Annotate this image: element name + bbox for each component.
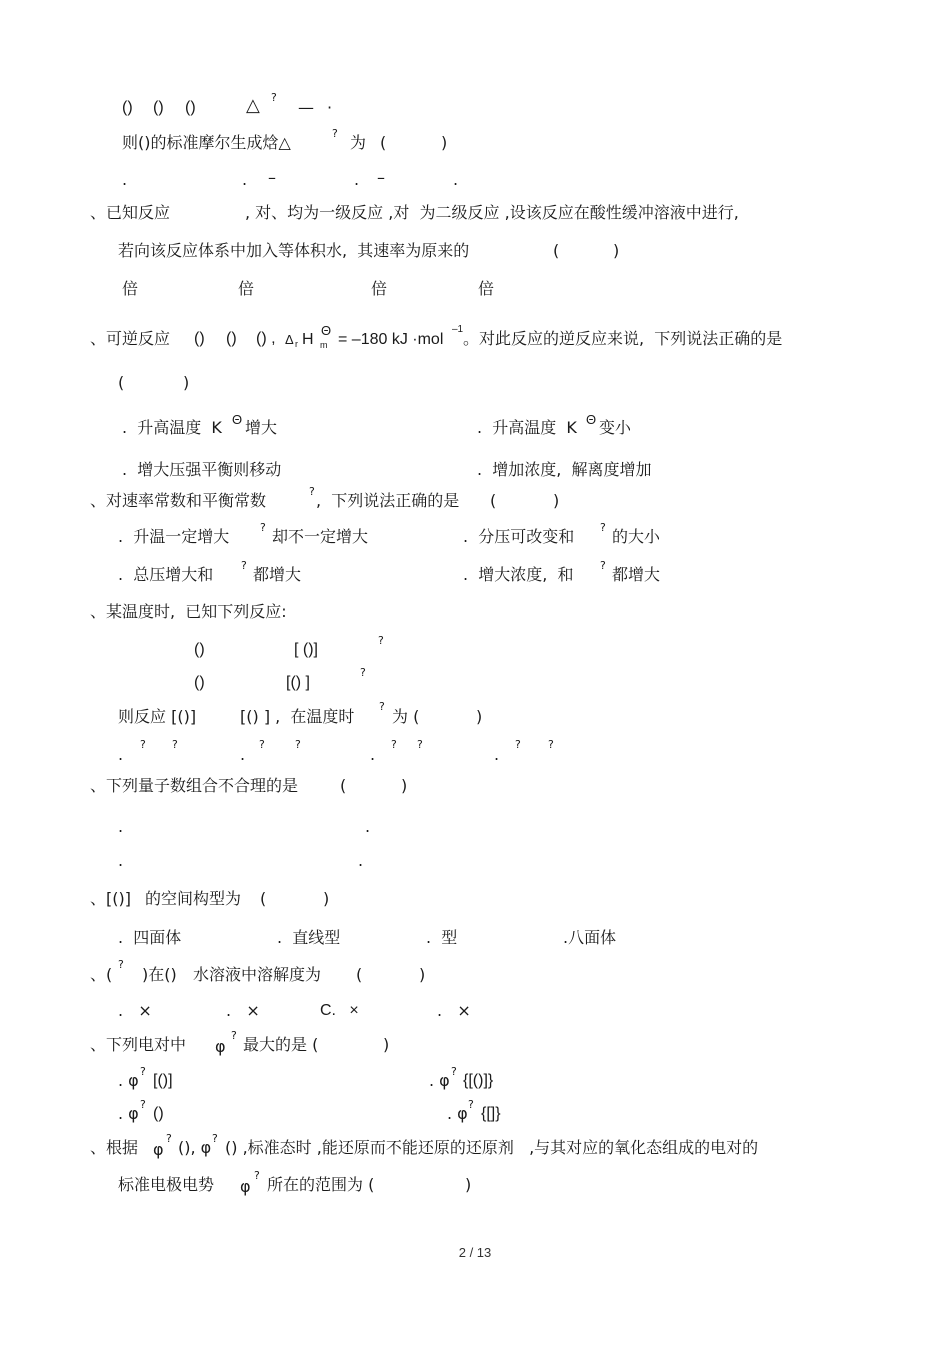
superscript: ? (600, 559, 606, 572)
option-text: . 升温一定增大 (118, 527, 230, 546)
text-fragment: — (298, 98, 314, 117)
text-fragment: [()] (153, 1072, 173, 1089)
text-fragment: ( (380, 133, 387, 152)
option-text: 却不一定增大 (272, 527, 369, 546)
text-fragment: ) (613, 241, 620, 260)
option-text: . φ (118, 1071, 139, 1090)
option-text: . 增大浓度, 和 (463, 565, 574, 584)
question-text: 、下列电对中 (90, 1035, 187, 1054)
superscript: ? (140, 738, 146, 751)
superscript: ? (172, 738, 178, 751)
superscript: ? (241, 559, 247, 572)
theta-superscript: Θ (586, 412, 597, 427)
question-text: 为 ( (392, 707, 420, 726)
question-text: 、[()] (90, 889, 131, 908)
text-fragment: () (185, 99, 196, 116)
text-fragment: ) (383, 1035, 390, 1054)
question-text: 。对此反应的逆反应来说, 下列说法正确的是 (463, 329, 783, 348)
option-marker: . (354, 170, 360, 189)
text-fragment: () (153, 1105, 164, 1122)
option-text: 倍 (371, 279, 388, 298)
option-text: . × (226, 1001, 260, 1020)
question-text: )在() (142, 965, 177, 984)
question-text: 水溶液中溶解度为 (193, 965, 322, 984)
option-text: . 总压增大和 (118, 565, 214, 584)
option-text: . 型 (426, 928, 458, 947)
option-marker: . (118, 817, 124, 836)
superscript: ? (212, 1132, 218, 1145)
text-fragment: () (194, 641, 205, 658)
option-text: 倍 (238, 279, 255, 298)
superscript: ? (391, 738, 397, 751)
option-marker: . (358, 851, 364, 870)
text-fragment: ) (183, 373, 190, 392)
option-text: . 直线型 (277, 928, 341, 947)
option-text: . φ (447, 1104, 468, 1123)
text-fragment: () (194, 330, 205, 347)
question-text: 、( (90, 965, 113, 984)
question-text: 、已知反应 (90, 203, 171, 222)
option-marker: . (242, 170, 248, 189)
question-text: 、某温度时, 已知下列反应: (90, 602, 287, 621)
text-fragment: ( (490, 491, 497, 510)
question-text: 、对速率常数和平衡常数 (90, 491, 267, 510)
question-text: (), φ (178, 1138, 212, 1157)
text-fragment: () (153, 99, 164, 116)
option-text: 倍 (478, 279, 495, 298)
question-text: 标准电极电势 (118, 1175, 215, 1194)
text-fragment: = –180 kJ ·mol (338, 331, 444, 348)
option-marker: . (370, 745, 376, 764)
option-text: . φ (118, 1104, 139, 1123)
phi-symbol: φ (153, 1140, 164, 1159)
text-fragment: [ ()] (294, 641, 318, 658)
subscript: r (295, 339, 298, 349)
option-text: 的大小 (612, 527, 661, 546)
text-fragment: () , (256, 330, 276, 347)
option-marker: . (118, 745, 124, 764)
superscript: ? (118, 958, 124, 971)
option-text: 倍 (122, 279, 139, 298)
superscript: ? (417, 738, 423, 751)
text-fragment: {[]} (481, 1105, 501, 1122)
question-text: 的空间构型为 (145, 889, 242, 908)
text-fragment: ( (260, 889, 267, 908)
option-text: . 四面体 (118, 928, 182, 947)
delta-symbol: △ (246, 95, 260, 116)
option-marker: . (240, 745, 246, 764)
question-text: 、下列量子数组合不合理的是 (90, 776, 299, 795)
superscript: ? (166, 1132, 172, 1145)
text-fragment: 为 (350, 133, 367, 152)
superscript: ? (140, 1098, 146, 1111)
text-fragment: ) (323, 889, 330, 908)
option-marker: . (122, 170, 128, 189)
superscript: ? (332, 127, 338, 140)
superscript: ? (254, 1169, 260, 1182)
phi-symbol: φ (240, 1177, 251, 1196)
option-text: .八面体 (563, 928, 617, 947)
theta-superscript: Θ (232, 412, 243, 427)
superscript: ? (260, 521, 266, 534)
phi-symbol: φ (215, 1037, 226, 1056)
option-text: 增大 (245, 418, 278, 437)
superscript: ? (468, 1098, 474, 1111)
text-fragment: {[()]} (463, 1072, 494, 1089)
option-text: C. × (320, 1002, 359, 1019)
option-marker: . (118, 851, 124, 870)
question-text: 、根据 (90, 1138, 139, 1157)
option-text: . × (118, 1001, 152, 1020)
superscript: ? (378, 634, 384, 647)
subscript: m (320, 340, 328, 350)
superscript: ? (231, 1029, 237, 1042)
superscript: ? (600, 521, 606, 534)
text-fragment: – (377, 168, 385, 187)
question-text: [() ] , 在温度时 (240, 707, 355, 726)
superscript: ? (360, 666, 366, 679)
theta-superscript: Θ (321, 323, 332, 338)
question-text: 所在的范围为 ( (267, 1175, 375, 1194)
text-fragment: ) (553, 491, 560, 510)
text-fragment: ( (118, 373, 125, 392)
question-text: , 下列说法正确的是 (316, 491, 460, 510)
text-fragment: ) (465, 1175, 472, 1194)
option-text: . 分压可改变和 (463, 527, 575, 546)
option-text: 都增大 (253, 565, 302, 584)
text-fragment: ) (476, 707, 483, 726)
superscript: ? (295, 738, 301, 751)
option-text: 变小 (599, 418, 632, 437)
text-fragment: – (268, 168, 276, 187)
superscript: ? (259, 738, 265, 751)
option-text: . 增加浓度, 解离度增加 (477, 460, 652, 479)
option-text: 都增大 (612, 565, 661, 584)
text-fragment: ( (340, 776, 347, 795)
option-marker: . (494, 745, 500, 764)
text-fragment: ( (356, 965, 363, 984)
text-fragment: 则()的标准摩尔生成焓△ (122, 133, 291, 152)
superscript: ? (451, 1065, 457, 1078)
text-fragment: · (327, 98, 333, 117)
page-number: 2 / 13 (458, 1245, 492, 1260)
text-fragment: [() ] (286, 674, 310, 691)
text-fragment: ( (553, 241, 560, 260)
text-fragment: ) (419, 965, 426, 984)
superscript: ? (309, 485, 315, 498)
text-fragment: ) (441, 133, 448, 152)
option-text: . 升高温度 K (122, 418, 222, 437)
question-text: , 对、均为一级反应 ,对 为二级反应 ,设该反应在酸性缓冲溶液中进行, (245, 203, 739, 222)
option-text: . φ (429, 1071, 450, 1090)
option-text: . 增大压强平衡则移动 (122, 460, 282, 479)
text-fragment: () (194, 674, 205, 691)
superscript: ? (515, 738, 521, 751)
delta-symbol: Δ (285, 332, 294, 347)
option-text: . 升高温度 K (477, 418, 577, 437)
option-marker: . (365, 817, 371, 836)
text-fragment: () (122, 99, 133, 116)
question-text: 、可逆反应 (90, 329, 171, 348)
question-text: 则反应 [()] (118, 707, 197, 726)
question-text: () ,标准态时 ,能还原而不能还原的还原剂 ,与其对应的氧化态组成的电对的 (225, 1138, 759, 1157)
text-fragment: H (302, 331, 314, 348)
superscript: ? (140, 1065, 146, 1078)
option-marker: . (453, 170, 459, 189)
text-fragment: () (226, 330, 237, 347)
option-text: . × (437, 1001, 471, 1020)
superscript: ? (271, 91, 277, 104)
question-text: 若向该反应体系中加入等体积水, 其速率为原来的 (118, 241, 470, 260)
superscript: ? (548, 738, 554, 751)
question-text: 最大的是 ( (243, 1035, 319, 1054)
superscript: –1 (452, 324, 464, 335)
text-fragment: ) (401, 776, 408, 795)
superscript: ? (379, 700, 385, 713)
